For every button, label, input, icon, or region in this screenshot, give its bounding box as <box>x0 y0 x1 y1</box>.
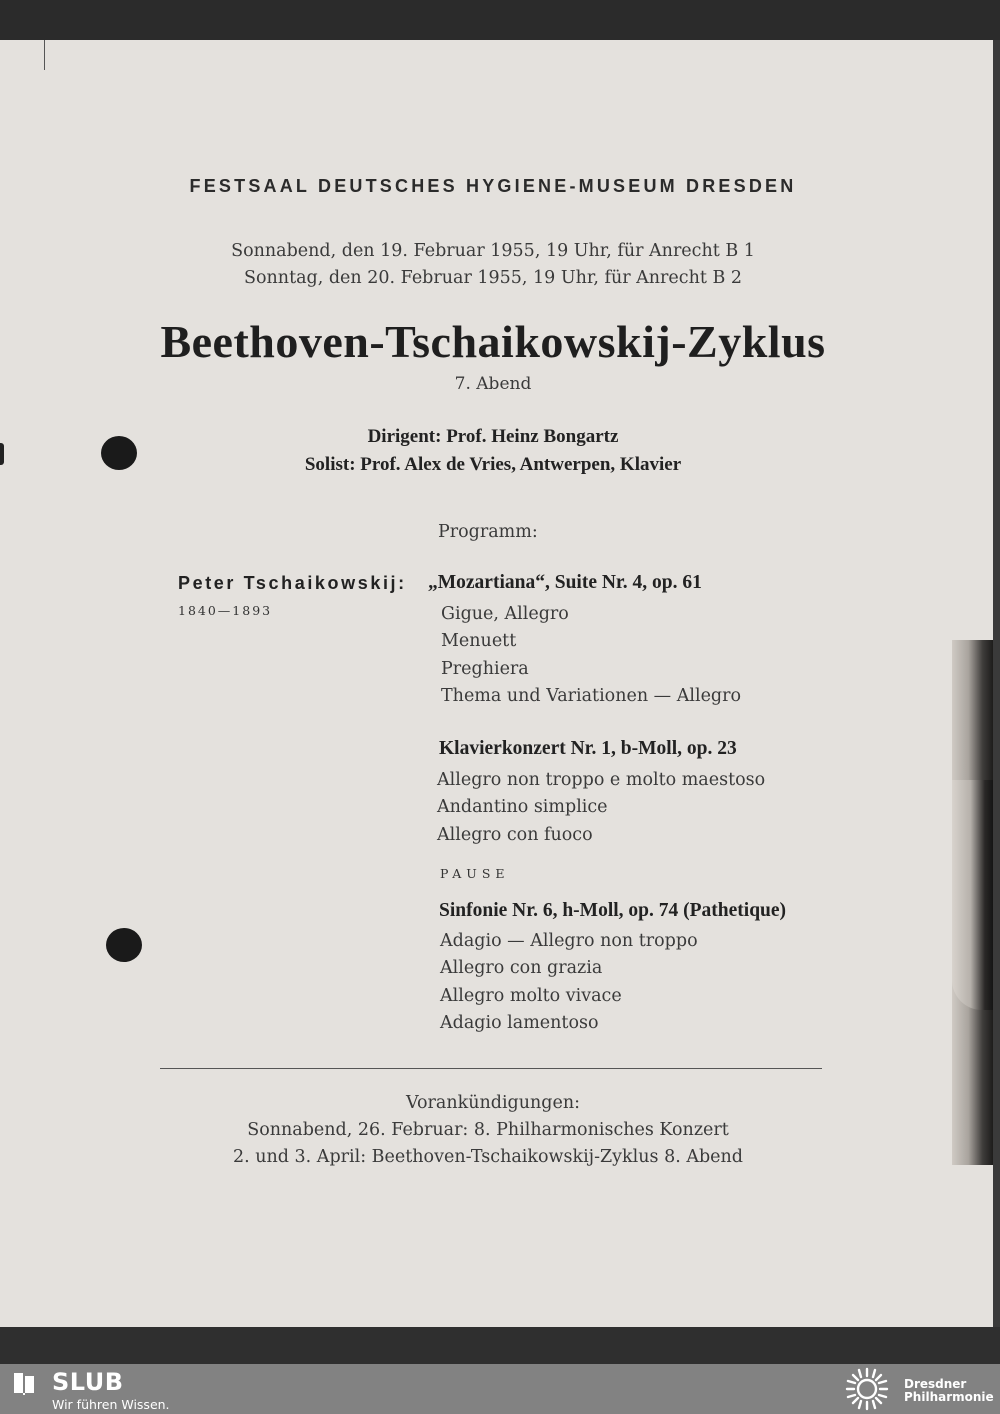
date-line-2: Sonntag, den 20. Februar 1955, 19 Uhr, für Anrecht B 2 <box>244 268 742 288</box>
conductor-line: Dirigent: Prof. Heinz Bongartz <box>367 426 619 447</box>
composer-name: Peter Tschaikowskij: <box>178 573 407 593</box>
announcement-item: Sonnabend, 26. Februar: 8. Philharmonisches Konzert <box>247 1120 729 1140</box>
announcements-label: Vorankündigungen: <box>405 1093 581 1113</box>
partner-name[interactable] <box>904 1378 994 1404</box>
movement: Andantino simplice <box>437 797 608 817</box>
edge-punch-mark <box>0 443 4 465</box>
page-edge-shadow <box>993 40 1000 1327</box>
slub-name[interactable]: SLUB <box>52 1368 124 1396</box>
partner-name-line-1: Dresdner <box>904 1377 967 1391</box>
movement: Allegro con grazia <box>440 958 603 978</box>
evening-number: 7. Abend <box>454 374 532 394</box>
movement: Adagio — Allegro non troppo <box>440 931 698 951</box>
scanner-top-border <box>0 0 1000 40</box>
date-line-1: Sonnabend, den 19. Februar 1955, 19 Uhr, für Anrecht B 1 <box>231 241 755 261</box>
movement: Allegro non troppo e molto maestoso <box>437 770 766 790</box>
movement: Preghiera <box>441 659 529 679</box>
venue-heading: FESTSAAL DEUTSCHES HYGIENE-MUSEUM DRESDEN <box>189 176 797 196</box>
program-label: Programm: <box>438 522 538 542</box>
work-title: „Mozartiana“, Suite Nr. 4, op. 61 <box>428 572 702 593</box>
movement: Menuett <box>441 631 517 651</box>
movement: Allegro molto vivace <box>440 986 622 1006</box>
photo-edge-strip <box>952 640 993 1165</box>
movement: Adagio lamentoso <box>440 1013 599 1033</box>
work-title: Klavierkonzert Nr. 1, b-Moll, op. 23 <box>439 738 737 759</box>
movement: Allegro con fuoco <box>437 825 593 845</box>
divider-rule <box>160 1068 822 1069</box>
footer-bar <box>0 1364 1000 1414</box>
slub-tagline: Wir führen Wissen. <box>52 1397 170 1412</box>
book-stack-icon[interactable] <box>12 1370 38 1396</box>
pause-label: PAUSE <box>440 866 510 881</box>
movement: Gigue, Allegro <box>441 604 569 624</box>
movement: Thema und Variationen — Allegro <box>441 686 742 706</box>
punch-hole-icon <box>106 928 142 962</box>
announcement-item: 2. und 3. April: Beethoven-Tschaikowskij-Zyklus 8. Abend <box>232 1147 743 1167</box>
soloist-line: Solist: Prof. Alex de Vries, Antwerpen, Klavier <box>304 454 682 475</box>
partner-name-line-2: Philharmonie <box>904 1390 994 1404</box>
punch-hole-icon <box>101 436 137 470</box>
fold-mark <box>44 40 45 70</box>
scanner-bottom-border <box>0 1327 1000 1364</box>
concert-title: Beethoven-Tschaikowskij-Zyklus <box>160 316 826 367</box>
work-title: Sinfonie Nr. 6, h-Moll, op. 74 (Pathetique) <box>439 900 787 921</box>
sunburst-icon[interactable] <box>840 1365 894 1413</box>
composer-years: 1840—1893 <box>178 603 273 618</box>
